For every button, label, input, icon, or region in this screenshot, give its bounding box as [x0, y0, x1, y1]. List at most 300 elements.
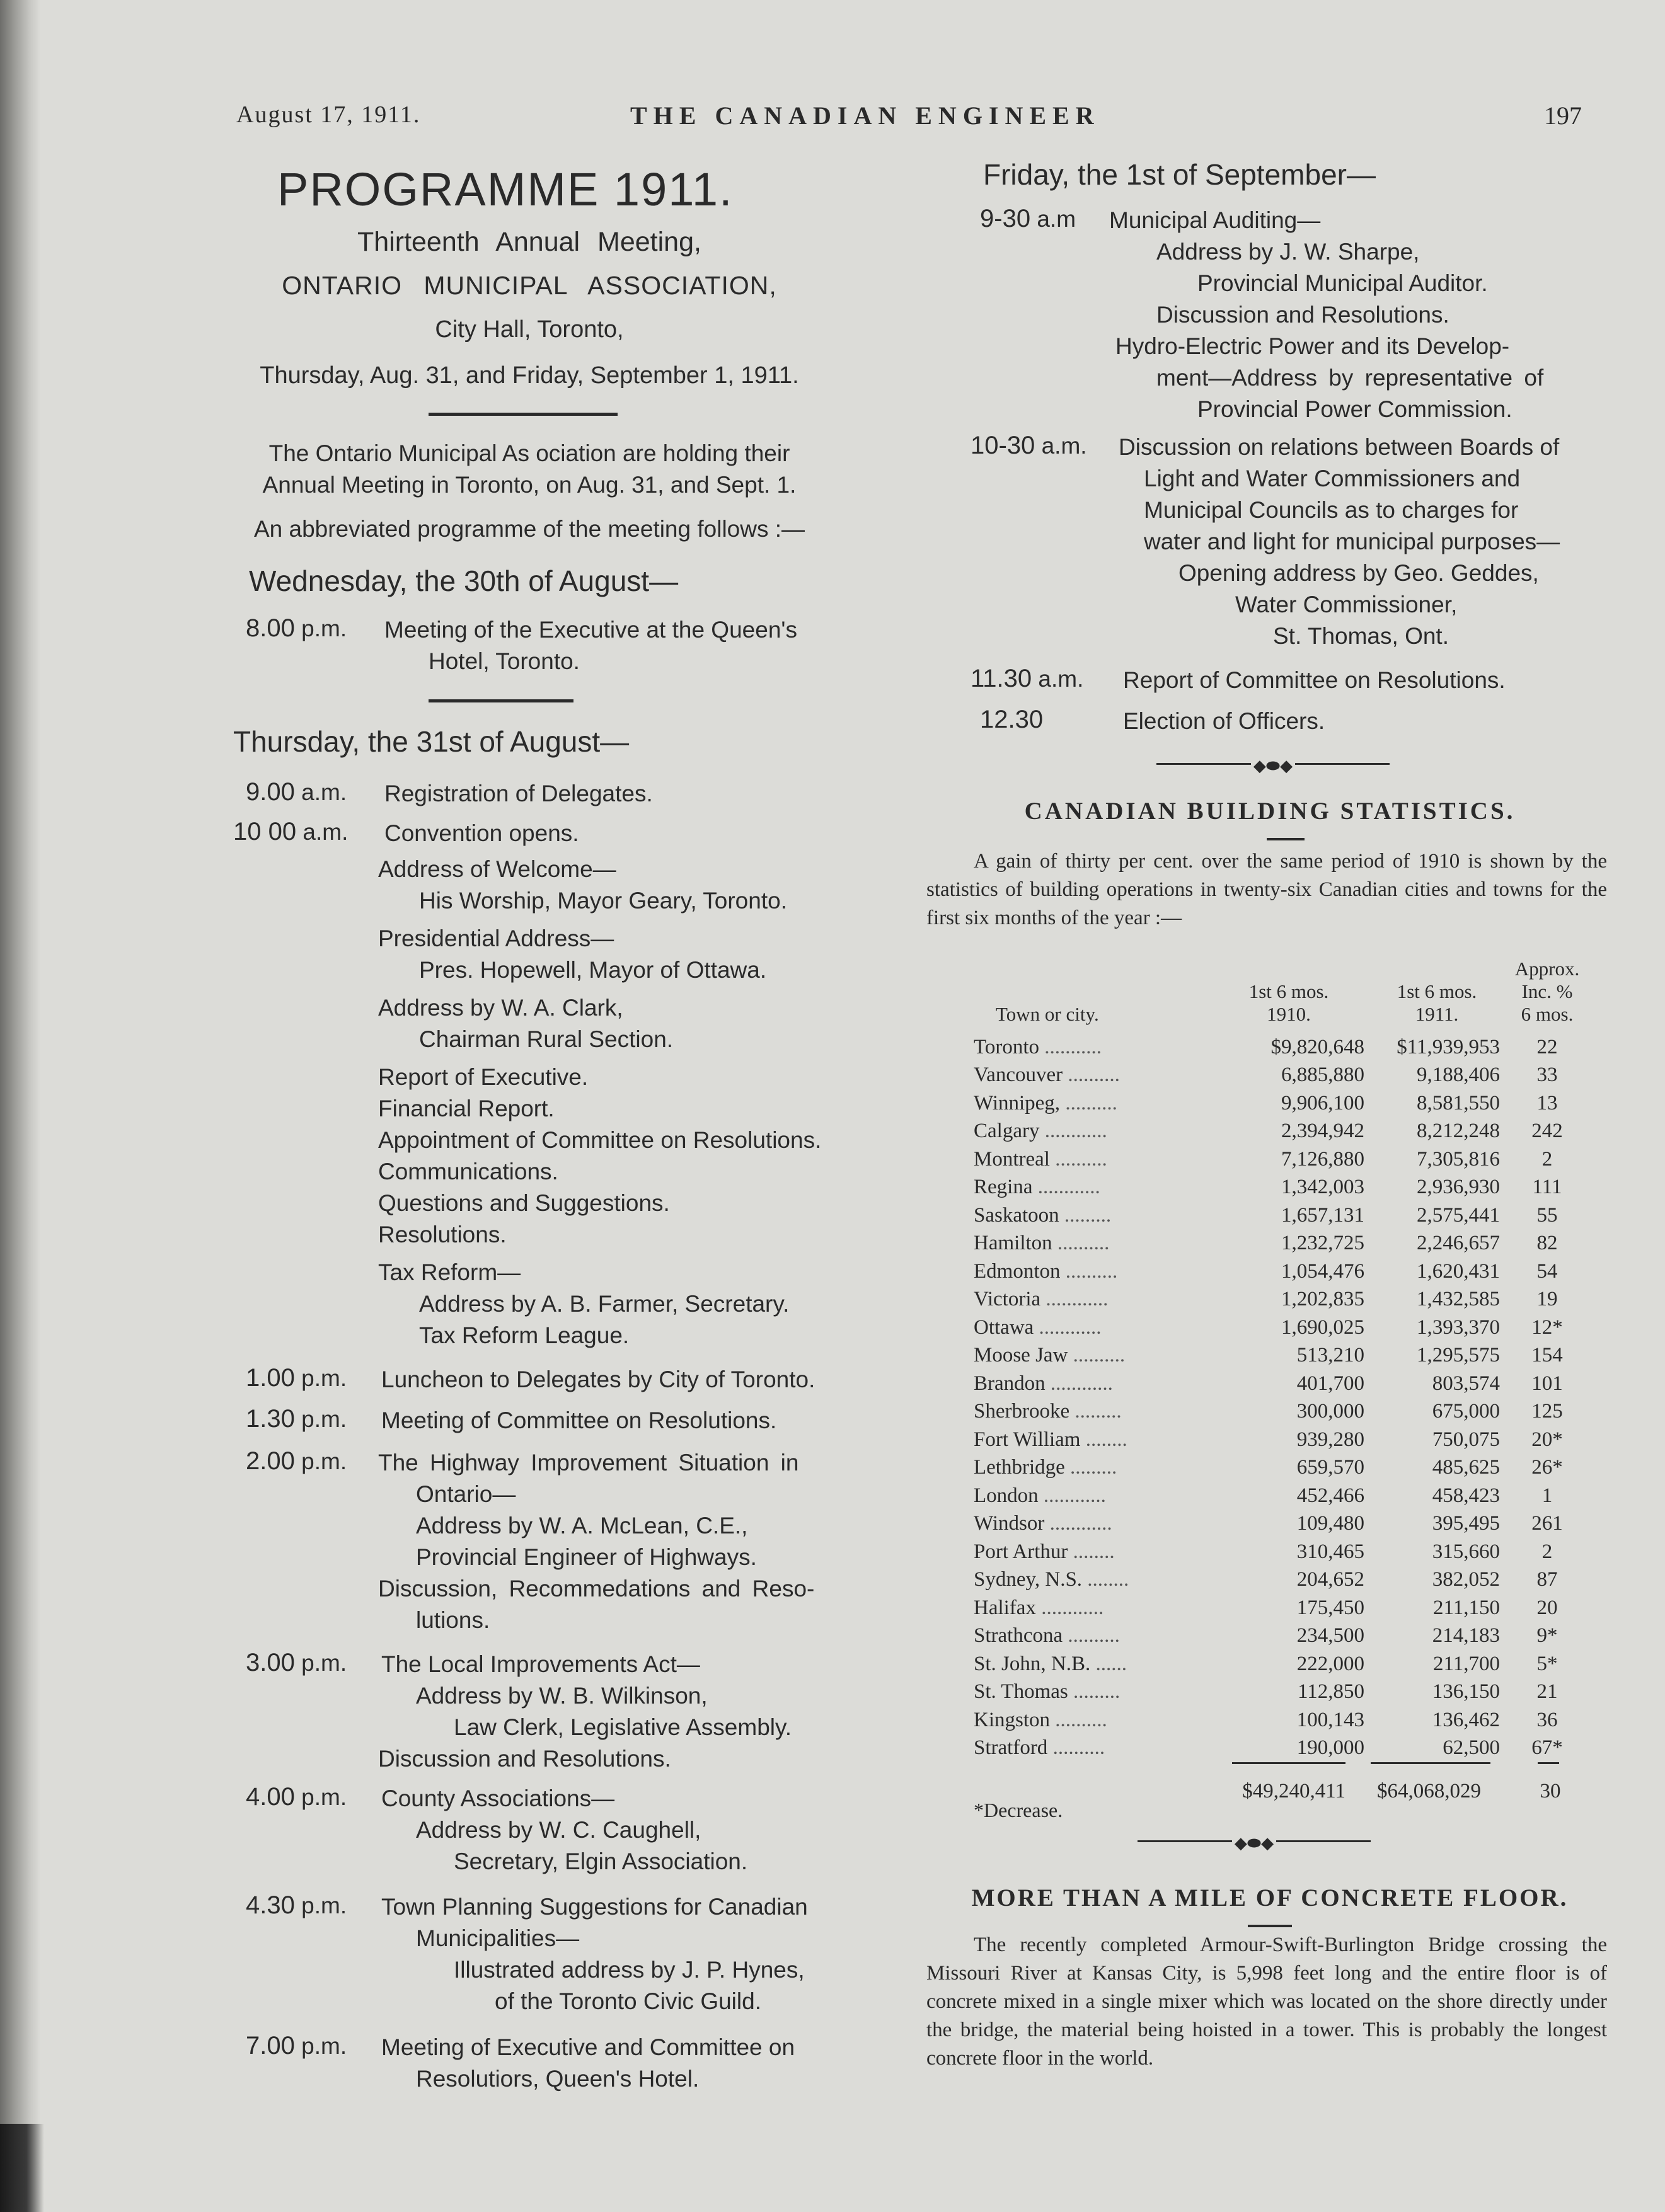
time-label	[246, 1649, 347, 1677]
programme-title: PROGRAMME 1911.	[277, 163, 734, 215]
leader-dots: .........	[1068, 1680, 1121, 1704]
city-cell	[974, 1538, 1229, 1566]
pct-change: 5*	[1536, 1652, 1558, 1675]
value-1910: 7,126,880	[1281, 1147, 1364, 1171]
col-header-1910	[1223, 980, 1355, 1026]
city-cell	[974, 1398, 1229, 1426]
entry-text: Financial Report.	[378, 1096, 555, 1121]
entry-text: Report of Executive.	[378, 1064, 589, 1090]
table-row	[974, 1370, 1594, 1398]
value-1910: 222,000	[1296, 1652, 1364, 1675]
city-name: Vancouver	[974, 1063, 1063, 1087]
entry-text: Municipal Councils as to charges for	[1144, 497, 1519, 523]
value-1911: 750,075	[1432, 1428, 1500, 1451]
entry-text: Hotel, Toronto.	[429, 648, 580, 674]
table-row	[974, 1089, 1594, 1118]
value-1911: 395,495	[1432, 1512, 1500, 1535]
leader-dots: ..........	[1060, 1091, 1117, 1115]
city-cell	[974, 1706, 1229, 1734]
wednesday-heading: Wednesday, the 30th of August—	[249, 564, 679, 597]
entry-text: Questions and Suggestions.	[378, 1190, 670, 1216]
book-spine-shadow	[0, 0, 40, 2212]
value-1911: 1,432,585	[1417, 1288, 1500, 1311]
entry-text: His Worship, Mayor Geary, Toronto.	[419, 888, 787, 914]
value-1910: 234,500	[1296, 1624, 1364, 1648]
entry-text: lutions.	[416, 1607, 490, 1633]
entry-text: Water Commissioner,	[1235, 592, 1458, 617]
value-1911: 1,393,370	[1417, 1315, 1500, 1339]
time-label	[246, 1364, 347, 1392]
time-value: 1.30	[246, 1405, 295, 1433]
pct-change: 33	[1536, 1063, 1558, 1087]
entry-text: ment—Address by representative of	[1156, 365, 1544, 391]
value-1911: 214,183	[1432, 1624, 1500, 1648]
pct-change: 21	[1536, 1680, 1558, 1704]
leader-dots: ..........	[1063, 1063, 1120, 1087]
city-name: St. Thomas	[974, 1680, 1068, 1704]
value-1910: 175,450	[1296, 1596, 1364, 1619]
entry-text: Address by W. C. Caughell,	[416, 1817, 701, 1843]
table-row	[974, 1174, 1594, 1202]
table-row	[974, 1398, 1594, 1426]
value-1911: 2,246,657	[1417, 1232, 1500, 1255]
table-row	[974, 1201, 1594, 1230]
value-1911: 211,700	[1432, 1652, 1500, 1675]
city-cell	[974, 1089, 1229, 1118]
time-value: 4.00	[246, 1783, 295, 1811]
table-row	[974, 1314, 1594, 1342]
table-row	[974, 1706, 1594, 1734]
pct-change: 242	[1531, 1120, 1563, 1143]
table-row	[974, 1230, 1594, 1258]
table-row	[974, 1566, 1594, 1595]
time-value: 8.00	[246, 614, 295, 642]
city-cell	[974, 1201, 1229, 1230]
table-row	[974, 1286, 1594, 1314]
entry-text: Illustrated address by J. P. Hynes,	[454, 1957, 805, 1983]
intro-paragraph: The Ontario Municipal As ociation are holding their Annual Meeting in Toronto, on Aug. 31, and Sept. 1.	[262, 440, 797, 498]
city-cell	[974, 1650, 1229, 1678]
leader-dots: ............	[1038, 1484, 1106, 1507]
city-name: Moose Jaw	[974, 1344, 1068, 1367]
entry-text: Report of Committee on Resolutions.	[1123, 667, 1506, 693]
city-cell	[974, 1342, 1229, 1370]
decrease-note: *Decrease.	[974, 1799, 1063, 1821]
city-cell	[974, 1510, 1229, 1539]
table-row	[974, 1678, 1594, 1707]
total-rule	[1371, 1762, 1490, 1764]
time-value: 9.00	[246, 778, 295, 806]
table-row	[974, 1033, 1594, 1062]
city-name: Port Arthur	[974, 1540, 1068, 1563]
value-1911: 136,462	[1432, 1708, 1500, 1731]
time-value: 3.00	[246, 1649, 295, 1676]
city-name: Strathcona	[974, 1624, 1063, 1648]
pct-change: 111	[1532, 1176, 1562, 1199]
col-header-1911-2: 1911.	[1415, 1003, 1459, 1025]
city-cell	[974, 1174, 1229, 1202]
city-name: Toronto	[974, 1035, 1040, 1058]
table-row	[974, 1650, 1594, 1678]
time-value: 10-30	[971, 432, 1035, 459]
entry-text: Tax Reform League.	[419, 1322, 630, 1348]
table-row	[974, 1062, 1594, 1090]
city-name: Brandon	[974, 1372, 1046, 1395]
entry-text: Meeting of the Executive at the Queen's	[384, 617, 797, 643]
time-label	[980, 706, 1043, 734]
time-value: 7.00	[246, 2032, 295, 2060]
pct-change: 9*	[1536, 1624, 1558, 1648]
time-label	[246, 614, 347, 643]
entry-text: Provincial Power Commission.	[1197, 396, 1512, 422]
city-name: Sherbrooke	[974, 1400, 1070, 1423]
entry-text: Meeting of Executive and Committee on	[381, 2034, 795, 2060]
city-cell	[974, 1426, 1229, 1454]
time-label	[980, 205, 1076, 233]
time-suffix: p.m.	[301, 1406, 347, 1432]
time-label	[971, 432, 1087, 460]
entry-text: Municipal Auditing—	[1109, 207, 1321, 233]
city-cell	[974, 1678, 1229, 1707]
section-ornament: ◆⬬◆	[1138, 1833, 1371, 1850]
col-header-city: Town or city.	[996, 1003, 1099, 1025]
entry-text: Registration of Delegates.	[384, 781, 653, 806]
leader-dots: ............	[1035, 1596, 1104, 1619]
value-1911: 8,581,550	[1417, 1091, 1500, 1115]
city-name: London	[974, 1484, 1039, 1507]
stats-intro: A gain of thirty per cent. over the same period of 1910 is shown by the statistics of building operations in twenty-six Canadian cities and towns for the first six months of the year :—	[926, 850, 1607, 929]
leader-dots: ............	[1040, 1288, 1109, 1311]
leader-dots: ..........	[1050, 1708, 1107, 1731]
entry-text: Address of Welcome—	[378, 856, 616, 882]
city-cell	[974, 1118, 1229, 1146]
value-1910: 109,480	[1296, 1512, 1364, 1535]
pct-change: 2	[1541, 1147, 1553, 1171]
value-1911: 485,625	[1432, 1456, 1500, 1479]
entry-text: Opening address by Geo. Geddes,	[1178, 560, 1539, 586]
city-cell	[974, 1370, 1229, 1398]
entry-text: St. Thomas, Ont.	[1273, 623, 1449, 649]
entry-text: Address by W. B. Wilkinson,	[416, 1683, 708, 1709]
pct-change: 67*	[1531, 1736, 1563, 1760]
leader-dots: ............	[1045, 1372, 1113, 1395]
city-cell	[974, 1145, 1229, 1174]
value-1911: 1,295,575	[1417, 1344, 1500, 1367]
city-name: Ottawa	[974, 1315, 1034, 1339]
entry-text: Provincial Engineer of Highways.	[416, 1544, 757, 1570]
table-row	[974, 1482, 1594, 1510]
entry-text: Law Clerk, Legislative Assembly.	[454, 1714, 792, 1740]
city-name: Sydney, N.S.	[974, 1568, 1083, 1591]
entry-text: Meeting of Committee on Resolutions.	[381, 1407, 777, 1433]
col-header-1910-2: 1910.	[1267, 1003, 1311, 1025]
time-suffix: a.m.	[1038, 666, 1084, 692]
time-suffix: p.m.	[301, 1893, 347, 1918]
table-row	[974, 1510, 1594, 1539]
value-1911: 136,150	[1432, 1680, 1500, 1704]
value-1911: 458,423	[1432, 1484, 1500, 1507]
value-1910: 1,054,476	[1281, 1259, 1364, 1283]
leader-dots: ......	[1090, 1652, 1127, 1675]
time-value: 10 00	[233, 818, 297, 845]
journal-title: THE CANADIAN ENGINEER	[630, 101, 1100, 130]
total-1910: $49,240,411	[1242, 1780, 1345, 1802]
value-1910: 204,652	[1296, 1568, 1364, 1591]
title-rule	[1267, 838, 1305, 840]
city-cell	[974, 1566, 1229, 1595]
col-header-1910-1: 1st 6 mos.	[1248, 980, 1329, 1002]
value-1910: 939,280	[1296, 1428, 1364, 1451]
city-cell	[974, 1454, 1229, 1482]
pct-change: 20*	[1531, 1428, 1563, 1451]
leader-dots: ........	[1080, 1428, 1127, 1451]
pct-change: 12*	[1531, 1315, 1563, 1339]
city-name: Windsor	[974, 1512, 1045, 1535]
total-rule	[1538, 1762, 1559, 1764]
time-value: 1.00	[246, 1364, 295, 1392]
entry-text: Luncheon to Delegates by City of Toronto.	[381, 1367, 815, 1392]
col-header-1911	[1371, 980, 1503, 1026]
entry-text: Appointment of Committee on Resolutions.	[378, 1127, 822, 1153]
value-1910: 100,143	[1296, 1708, 1364, 1731]
city-name: Stratford	[974, 1736, 1048, 1760]
pct-change: 19	[1536, 1288, 1558, 1311]
pct-change: 54	[1536, 1259, 1558, 1283]
col-header-pct-1: Approx.	[1514, 958, 1580, 980]
value-1911: 211,150	[1432, 1596, 1500, 1619]
entry-text: Town Planning Suggestions for Canadian	[381, 1894, 808, 1920]
city-cell	[974, 1258, 1229, 1286]
leader-dots: ..........	[1063, 1624, 1120, 1648]
entry-text: Hydro-Electric Power and its Develop-	[1115, 333, 1510, 359]
leader-dots: ..........	[1049, 1147, 1107, 1171]
value-1911: 675,000	[1432, 1400, 1500, 1423]
leader-dots: ............	[1034, 1315, 1102, 1339]
time-suffix: p.m.	[301, 2033, 347, 2059]
city-cell	[974, 1062, 1229, 1090]
time-suffix: p.m.	[301, 1365, 347, 1391]
time-value: 9-30	[980, 205, 1031, 232]
entry-text: Address by W. A. McLean, C.E.,	[416, 1513, 748, 1539]
value-1911: 2,936,930	[1417, 1176, 1500, 1199]
entry-text: water and light for municipal purposes—	[1144, 529, 1560, 554]
entry-text: Light and Water Commissioners and	[1144, 466, 1521, 491]
value-1911: $11,939,953	[1397, 1035, 1500, 1058]
value-1910: 112,850	[1297, 1680, 1364, 1704]
col-header-pct	[1497, 958, 1598, 1026]
leader-dots: ............	[1032, 1176, 1100, 1199]
city-name: Halifax	[974, 1596, 1036, 1619]
time-value: 11.30	[971, 665, 1032, 692]
city-name: Victoria	[974, 1288, 1041, 1311]
entry-text: County Associations—	[381, 1785, 615, 1811]
city-cell	[974, 1033, 1229, 1062]
time-value: 2.00	[246, 1447, 295, 1475]
city-name: Montreal	[974, 1147, 1050, 1171]
value-1911: 1,620,431	[1417, 1259, 1500, 1283]
city-cell	[974, 1314, 1229, 1342]
pct-change: 13	[1536, 1091, 1558, 1115]
entry-text: Discussion on relations between Boards of	[1119, 434, 1560, 460]
section-ornament: ◆⬬◆	[1156, 756, 1390, 772]
total-1911: $64,068,029	[1377, 1780, 1481, 1802]
value-1911: 62,500	[1443, 1736, 1500, 1760]
value-1911: 8,212,248	[1417, 1120, 1500, 1143]
value-1910: 1,690,025	[1281, 1315, 1364, 1339]
time-suffix: a.m.	[1041, 433, 1087, 459]
pct-change: 26*	[1531, 1456, 1563, 1479]
entry-text: Tax Reform—	[378, 1259, 521, 1285]
abbrev-line: An abbreviated programme of the meeting follows :—	[253, 516, 805, 542]
value-1911: 9,188,406	[1417, 1063, 1500, 1087]
entry-text: Presidential Address—	[378, 925, 614, 951]
table-row	[974, 1594, 1594, 1622]
table-row	[974, 1454, 1594, 1482]
city-name: St. John, N.B.	[974, 1652, 1091, 1675]
leader-dots: ............	[1044, 1512, 1112, 1535]
place-line: City Hall, Toronto,	[435, 316, 624, 343]
leader-dots: ............	[1039, 1120, 1107, 1143]
leader-dots: .........	[1069, 1400, 1122, 1423]
entry-text: Resolutions.	[378, 1222, 507, 1247]
city-name: Hamilton	[974, 1232, 1052, 1255]
pct-change: 36	[1536, 1708, 1558, 1731]
time-suffix: a.m.	[302, 819, 349, 845]
building-stats-table	[974, 1033, 1594, 1762]
pct-change: 20	[1536, 1596, 1558, 1619]
divider-rule	[429, 699, 573, 702]
table-row	[974, 1258, 1594, 1286]
time-suffix: p.m.	[301, 1650, 347, 1676]
time-label	[246, 778, 347, 806]
value-1911: 803,574	[1432, 1372, 1500, 1395]
value-1911: 315,660	[1432, 1540, 1500, 1563]
leader-dots: ...........	[1039, 1035, 1102, 1058]
value-1911: 382,052	[1432, 1568, 1500, 1591]
pct-change: 87	[1536, 1568, 1558, 1591]
entry-text: Discussion, Recommedations and Reso-	[378, 1576, 815, 1602]
value-1910: 190,000	[1296, 1736, 1364, 1760]
table-row	[974, 1145, 1594, 1174]
entry-text: Address by A. B. Farmer, Secretary.	[419, 1291, 790, 1317]
value-1910: 1,232,725	[1281, 1232, 1364, 1255]
time-suffix: a.m.	[301, 779, 347, 805]
friday-heading: Friday, the 1st of September—	[983, 158, 1376, 191]
value-1910: 310,465	[1296, 1540, 1364, 1563]
time-value: 12.30	[980, 706, 1044, 733]
entry-text: The Local Improvements Act—	[381, 1651, 700, 1677]
value-1910: 452,466	[1296, 1484, 1364, 1507]
time-label	[246, 1783, 347, 1811]
page-number: 197	[1544, 101, 1582, 130]
col-header-pct-2: Inc. %	[1521, 980, 1573, 1002]
entry-text: Pres. Hopewell, Mayor of Ottawa.	[419, 957, 767, 983]
value-1910: 1,657,131	[1281, 1203, 1364, 1227]
meeting-line: Thirteenth Annual Meeting,	[357, 227, 701, 257]
entry-text: Municipalities—	[416, 1925, 580, 1951]
entry-text: Ontario—	[416, 1481, 516, 1507]
time-suffix: p.m.	[301, 616, 347, 641]
pct-change: 154	[1531, 1344, 1563, 1367]
pct-change: 22	[1536, 1035, 1558, 1058]
pct-change: 82	[1536, 1232, 1558, 1255]
time-label	[246, 1891, 347, 1920]
divider-rule	[429, 413, 618, 416]
entry-text: Discussion and Resolutions.	[378, 1746, 671, 1772]
time-suffix: p.m.	[301, 1448, 347, 1474]
dates-line: Thursday, Aug. 31, and Friday, September 1, 1911.	[260, 362, 799, 389]
value-1910: 2,394,942	[1281, 1120, 1364, 1143]
entry-text: Convention opens.	[384, 820, 579, 846]
time-label	[246, 1405, 347, 1433]
pct-change: 2	[1541, 1540, 1553, 1563]
total-rule	[1232, 1762, 1345, 1764]
city-name: Regina	[974, 1176, 1033, 1199]
pct-change: 261	[1531, 1512, 1563, 1535]
city-name: Saskatoon	[974, 1203, 1059, 1227]
entry-text: Address by W. A. Clark,	[378, 995, 623, 1021]
leader-dots: ..........	[1047, 1736, 1105, 1760]
entry-text: Communications.	[378, 1159, 558, 1184]
leader-dots: ..........	[1060, 1259, 1118, 1283]
table-row	[974, 1622, 1594, 1651]
entry-text: Provincial Municipal Auditor.	[1197, 270, 1488, 296]
value-1910: $9,820,648	[1270, 1035, 1364, 1058]
value-1910: 659,570	[1296, 1456, 1364, 1479]
entry-text: Chairman Rural Section.	[419, 1026, 674, 1052]
total-pct: 30	[1540, 1780, 1561, 1802]
stats-title: CANADIAN BUILDING STATISTICS.	[1024, 798, 1516, 825]
entry-text: Election of Officers.	[1123, 708, 1325, 734]
leader-dots: .........	[1064, 1456, 1117, 1479]
city-cell	[974, 1734, 1229, 1763]
city-name: Edmonton	[974, 1259, 1061, 1283]
thursday-heading: Thursday, the 31st of August—	[233, 725, 630, 758]
city-cell	[974, 1622, 1229, 1651]
table-row	[974, 1342, 1594, 1370]
city-cell	[974, 1482, 1229, 1510]
time-suffix: a.m	[1037, 206, 1076, 232]
value-1911: 7,305,816	[1417, 1147, 1500, 1171]
title-rule	[1248, 1925, 1292, 1927]
table-row	[974, 1734, 1594, 1763]
page-corner-shadow	[0, 2124, 44, 2212]
city-cell	[974, 1230, 1229, 1258]
entry-text: Address by J. W. Sharpe,	[1156, 239, 1420, 265]
city-name: Calgary	[974, 1120, 1040, 1143]
city-name: Winnipeg,	[974, 1091, 1061, 1115]
leader-dots: ........	[1082, 1568, 1129, 1591]
value-1910: 9,906,100	[1281, 1091, 1364, 1115]
value-1910: 6,885,880	[1281, 1063, 1364, 1087]
time-label	[246, 1447, 347, 1476]
value-1910: 513,210	[1296, 1344, 1364, 1367]
value-1910: 300,000	[1296, 1400, 1364, 1423]
value-1910: 1,202,835	[1281, 1288, 1364, 1311]
concrete-title: MORE THAN A MILE OF CONCRETE FLOOR.	[971, 1884, 1569, 1911]
table-row	[974, 1426, 1594, 1454]
entry-text: The Highway Improvement Situation in	[378, 1450, 799, 1476]
value-1910: 401,700	[1296, 1372, 1364, 1395]
time-label	[971, 665, 1083, 693]
col-header-pct-3: 6 mos.	[1521, 1003, 1574, 1025]
value-1911: 2,575,441	[1417, 1203, 1500, 1227]
leader-dots: ........	[1068, 1540, 1115, 1563]
city-name: Kingston	[974, 1708, 1051, 1731]
pct-change: 125	[1531, 1400, 1563, 1423]
pct-change: 1	[1541, 1484, 1553, 1507]
time-label	[246, 2032, 347, 2060]
